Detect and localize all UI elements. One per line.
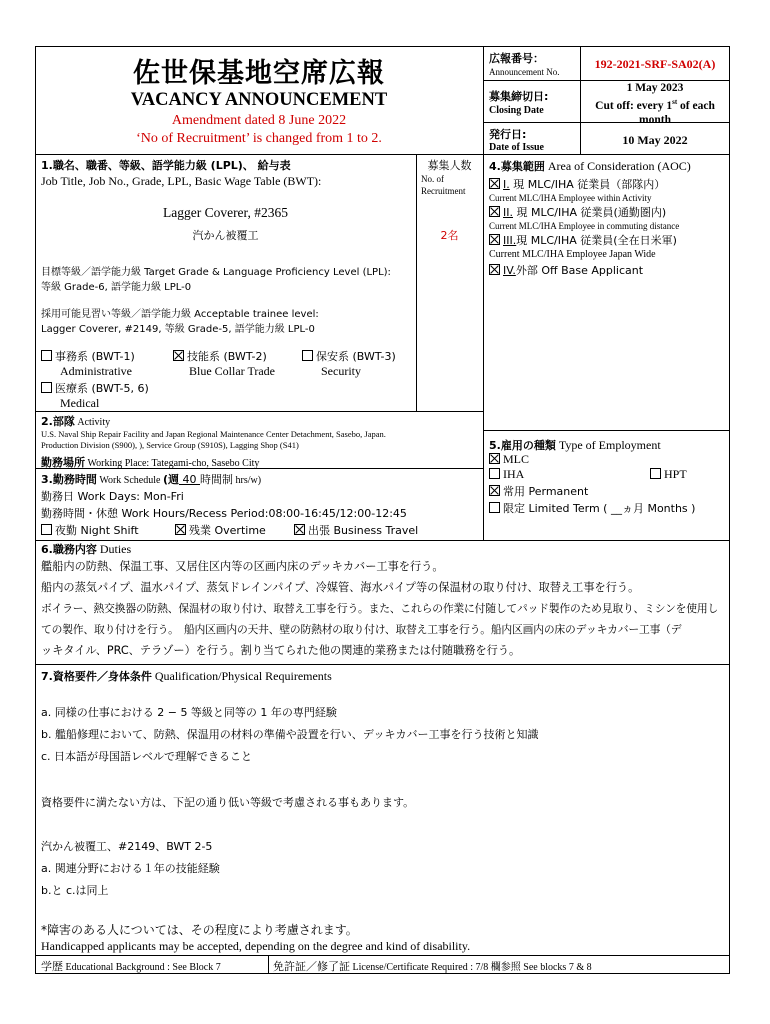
- divider: [268, 955, 269, 974]
- divider: [35, 411, 483, 412]
- divider: [483, 430, 730, 431]
- trainee-level-line-1: 採用可能見習い等級／語学能力級 Acceptable trainee level:: [41, 309, 319, 320]
- divider: [35, 154, 730, 155]
- iha-checkbox[interactable]: [489, 468, 500, 479]
- block6-heading: 6.職務内容 Duties: [41, 542, 132, 556]
- aoc-option-1: I. 現 MLC/IHA 従業員（部隊内）: [489, 176, 665, 192]
- bwt2-label-en: Blue Collar Trade: [189, 364, 275, 378]
- travel-checkbox[interactable]: [294, 524, 305, 535]
- recruit-label-jp: 募集人数: [427, 159, 472, 172]
- bwt1-option: 事務系 (BWT-1): [41, 348, 135, 364]
- mlc-option: MLC: [489, 452, 529, 467]
- work-days: 勤務日 Work Days: Mon-Fri: [41, 490, 184, 503]
- education-background: 学歴 Educational Background : See Block 7: [41, 960, 221, 973]
- issue-date-label-en: Date of Issue: [489, 142, 544, 153]
- recruit-label-en-1: No. of: [421, 174, 444, 184]
- divider: [416, 154, 417, 411]
- license-required: 免許証／修了証 License/Certificate Required : 7/8 欄参照 See blocks 7 & 8: [273, 960, 592, 973]
- bwt1-label-en: Administrative: [60, 364, 132, 378]
- duty-line: ッキタイル、PRC、テラゾー）を行う。割り当てられた他の関連的業務または付随職務を行う。: [41, 644, 521, 657]
- handicap-note-jp: *障害のある人については、その程度により考慮されます。: [41, 923, 358, 937]
- divider: [35, 540, 730, 541]
- duty-line: 艦船内の防熱、保温工事、又居住区内等の区画内床のデッキカバー工事を行う。: [41, 560, 444, 573]
- night-shift-option: 夜勤 Night Shift: [41, 522, 139, 538]
- aoc-option-3: III.現 MLC/IHA 従業員(全在日米軍): [489, 232, 677, 248]
- bwt2-option: 技能系 (BWT-2): [173, 348, 267, 364]
- closing-date-line-2: Cut off: every 1st of each: [595, 98, 715, 112]
- aoc-option-3-en: Current MLC/IHA Employee Japan Wide: [489, 249, 656, 260]
- announcement-no-label-en: Announcement No.: [489, 67, 560, 77]
- mlc-checkbox[interactable]: [489, 453, 500, 464]
- aoc-option-2: II. 現 MLC/IHA 従業員(通勤圏内): [489, 204, 666, 220]
- closing-date-label: 募集締切日:: [489, 90, 549, 103]
- block4-heading: 4.募集範囲 Area of Consideration (AOC): [489, 159, 691, 173]
- announcement-no: 192-2021-SRF-SA02(A): [594, 57, 716, 71]
- activity-line-2: Production Division (S900), ), Service Group (S910S), Lagging Shop (S41): [41, 440, 299, 450]
- trainee-level-line-2: Lagger Coverer, #2149, 等級 Grade-5, 語学能力級 LPL-0: [41, 324, 315, 335]
- recruit-label-en-2: Recruitment: [421, 186, 466, 196]
- aoc-checkbox-2[interactable]: [489, 206, 500, 217]
- duty-line: ての製作、取り付けを行う。 船内区画内の天井、壁の防熱材の取り付け、取替え工事を行う。船内区画内の床のデッキカバー工事（デ: [41, 623, 682, 636]
- handicap-note-en: Handicapped applicants may be accepted, depending on the degree and kind of disability.: [41, 939, 471, 953]
- amendment-line-2: ‘No of Recruitment’ is changed from 1 to 2.: [136, 131, 382, 146]
- bwt3-checkbox[interactable]: [302, 350, 313, 361]
- issue-date: 10 May 2022: [622, 133, 688, 147]
- aoc-option-1-en: Current MLC/IHA Employee within Activity: [489, 193, 652, 203]
- bwt3-option: 保安系 (BWT-3): [302, 348, 396, 364]
- amendment-line-1: Amendment dated 8 June 2022: [171, 113, 347, 128]
- lower-grade-a: a. 関連分野における１年の技能経験: [41, 862, 220, 875]
- duties-text: [41, 556, 726, 661]
- block5-heading: 5.雇用の種類 Type of Employment: [489, 438, 661, 452]
- divider: [35, 664, 730, 665]
- divider: [483, 46, 484, 540]
- aoc-option-4: IV.外部 Off Base Applicant: [489, 262, 643, 278]
- overtime-option: 残業 Overtime: [175, 522, 266, 538]
- target-grade-line-2: 等級 Grade-6, 語学能力級 LPL-0: [41, 282, 192, 293]
- bwt1-checkbox[interactable]: [41, 350, 52, 361]
- closing-date-line-3: month: [639, 113, 671, 126]
- limited-term-option: 限定 Limited Term ( __ヵ月 Months ): [489, 500, 695, 516]
- block1-heading: 1.職名、職番、等級、語学能力級 (LPL)、 給与表: [41, 159, 291, 172]
- job-title-jp: 汽かん被覆工: [192, 229, 259, 242]
- workplace: 勤務場所 Working Place: Tategami-cho, Sasebo City: [41, 456, 260, 469]
- overtime-checkbox[interactable]: [175, 524, 186, 535]
- aoc-option-2-en: Current MLC/IHA Employee in commuting distance: [489, 221, 680, 231]
- block7-heading: 7.資格要件／身体条件 Qualification/Physical Requirements: [41, 669, 332, 683]
- issue-date-label: 発行日:: [489, 128, 527, 141]
- aoc-checkbox-1[interactable]: [489, 178, 500, 189]
- permanent-option: 常用 Permanent: [489, 483, 588, 499]
- closing-date: [580, 81, 730, 127]
- bwt2-checkbox[interactable]: [173, 350, 184, 361]
- bwt3-label-en: Security: [321, 364, 361, 378]
- limited-term-checkbox[interactable]: [489, 502, 500, 513]
- lower-grade-title: 汽かん被覆工、#2149、BWT 2-5: [41, 840, 213, 853]
- divider: [35, 955, 730, 956]
- night-shift-checkbox[interactable]: [41, 524, 52, 535]
- block3-heading: 3.勤務時間 Work Schedule (週 40 時間制 hrs/w): [41, 473, 262, 486]
- closing-date-label-en: Closing Date: [489, 105, 544, 116]
- duty-line: 船内の蒸気パイプ、温水パイプ、蒸気ドレインパイプ、冷媒管、海水パイプ等の保温材の取り付け、取替え工事を行う。: [41, 581, 640, 594]
- work-hours: 勤務時間・休憩 Work Hours/Recess Period:08:00-16:45/12:00-12:45: [41, 507, 407, 520]
- block2-heading: 2.部隊 Activity: [41, 415, 111, 428]
- title-en: VACANCY ANNOUNCEMENT: [130, 90, 388, 110]
- hpt-checkbox[interactable]: [650, 468, 661, 479]
- bwt56-option: 医療系 (BWT-5, 6): [41, 380, 149, 396]
- title-jp: 佐世保基地空席広報: [133, 58, 385, 89]
- hpt-option: HPT: [650, 467, 687, 482]
- permanent-checkbox[interactable]: [489, 485, 500, 496]
- activity-line-1: U.S. Naval Ship Repair Facility and Japan Regional Maintenance Center Detachment, Sasebo, Japan.: [41, 429, 386, 439]
- bwt56-checkbox[interactable]: [41, 382, 52, 393]
- block1-heading-en: Job Title, Job No., Grade, LPL, Basic Wage Table (BWT):: [41, 174, 322, 188]
- requirement-a: a. 同様の仕事における 2 − 5 等級と同等の 1 年の専門経験: [41, 706, 337, 719]
- job-title-en: Lagger Coverer, #2365: [162, 205, 289, 220]
- duty-line: ボイラー、熱交換器の防熱、保温材の取り付け、取替え工事を行う。また、これらの作業に付随してパッド製作のため見取り、ミシンを使用し: [41, 602, 719, 615]
- bwt56-label-en: Medical: [60, 396, 100, 410]
- lower-grade-note: 資格要件に満たない方は、下記の通り低い等級で考慮される事もあります。: [41, 796, 415, 809]
- announcement-no-label: 広報番号：: [489, 52, 544, 65]
- recruit-count: 2名: [440, 229, 459, 242]
- aoc-checkbox-3[interactable]: [489, 234, 500, 245]
- target-grade-line-1: 目標等級／語学能力級 Target Grade & Language Proficiency Level (LPL):: [41, 267, 391, 278]
- requirement-b: b. 艦船修理において、防熱、保温用の材料の準備や設置を行い、デッキカバー工事を行う技術と知識: [41, 728, 539, 741]
- aoc-checkbox-4[interactable]: [489, 264, 500, 275]
- requirement-c: c. 日本語が母国語レベルで理解できること: [41, 750, 253, 763]
- lower-grade-bc: b.と c.は同上: [41, 884, 109, 897]
- closing-date-line-1: 1 May 2023: [626, 82, 684, 94]
- iha-option: IHA: [489, 467, 524, 482]
- travel-option: 出張 Business Travel: [294, 522, 418, 538]
